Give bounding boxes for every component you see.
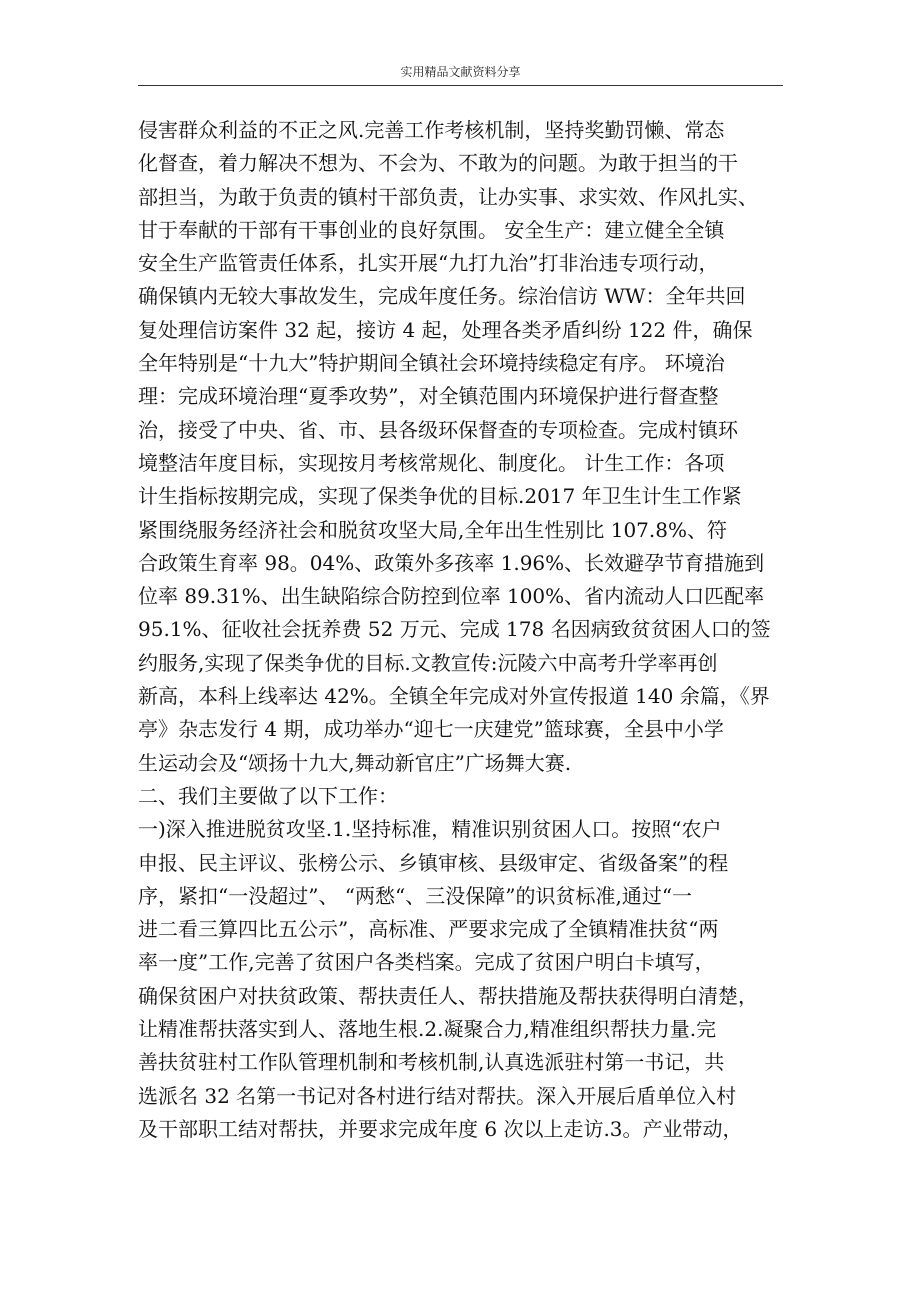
section-heading: 二、我们主要做了以下工作： [138,783,398,808]
text-line: 甘于奉献的干部有干事创业的良好氛围。 安全生产：建立健全全镇 [138,217,725,242]
text-line: 新高，本科上线率达 42%。全镇全年完成对外宣传报道 140 余篇，《界 [138,684,770,709]
text-line: 位率 89.31%、出生缺陷综合防控到位率 100%、省内流动人口匹配率 [138,584,765,609]
text-line: 序，紧扣“一没超过”、 “两愁“、三没保障”的识贫标准,通过“一 [138,883,693,908]
text-line: 部担当，为敢于负责的镇村干部负责，让办实事、求实效、作风扎实、 [138,184,758,209]
header-divider [138,85,783,86]
text-line: 率一度”工作,完善了贫困户各类档案。完成了贫困户明白卡填写， [138,950,715,975]
text-line: 计生指标按期完成，实现了保类争优的目标.2017 年卫生计生工作紧 [138,484,742,509]
text-line: 生运动会及“颂扬十九大,舞动新官庄”广场舞大赛. [138,750,572,775]
text-line: 理：完成环境治理“夏季攻势”，对全镇范围内环境保护进行督查整 [138,384,719,409]
page-header: 实用精品文献资料分享 [400,65,521,79]
text-line: 95.1%、征收社会抚养费 52 万元、完成 178 名因病致贫贫困人口的签 [138,617,771,642]
text-line: 化督查，着力解决不想为、不会为、不敢为的问题。为敢于担当的干 [138,151,738,176]
text-line: 境整洁年度目标，实现按月考核常规化、制度化。 计生工作：各项 [138,450,725,475]
text-line: 及干部职工结对帮扶，并要求完成年度 6 次以上走访.3。产业带动， [138,1116,743,1141]
text-line: 确保贫困户对扶贫政策、帮扶责任人、帮扶措施及帮扶获得明白清楚， [138,983,758,1008]
text-line: 合政策生育率 98。04%、政策外多孩率 1.96%、长效避孕节育措施到 [138,550,765,575]
text-line: 复处理信访案件 32 起，接访 4 起，处理各类矛盾纠纷 122 件，确保 [138,317,753,342]
text-line: 确保镇内无较大事故发生，完成年度任务。综治信访 WW：全年共回 [138,284,746,309]
text-line: 善扶贫驻村工作队管理机制和考核机制,认真选派驻村第一书记，共 [138,1050,725,1075]
text-line: 安全生产监管责任体系，扎实开展“九打九治”打非治违专项行动， [138,251,719,276]
text-line: 亭》杂志发行 4 期，成功举办“迎七一庆建党”篮球赛，全县中小学 [138,717,724,742]
body-text [138,114,798,1146]
text-line: 全年特别是“十九大”特护期间全镇社会环境持续稳定有序。 环境治 [138,351,725,376]
text-line: 一)深入推进脱贫攻坚.1.坚持标准，精准识别贫困人口。按照“农户 [138,817,722,842]
text-line: 约服务,实现了保类争优的目标.文教宣传:沅陵六中高考升学率再创 [138,650,718,675]
text-line: 选派名 32 名第一书记对各村进行结对帮扶。深入开展后盾单位入村 [138,1083,737,1108]
text-line: 让精准帮扶落实到人、落地生根.2.凝聚合力,精准组织帮扶力量.完 [138,1017,717,1042]
text-line: 进二看三算四比五公示”，高标准、严要求完成了全镇精准扶贫“两 [138,917,719,942]
text-line: 治，接受了中央、省、市、县各级环保督查的专项检查。完成村镇环 [138,417,738,442]
text-line: 侵害群众利益的不正之风.完善工作考核机制，坚持奖勤罚懒、常态 [138,118,725,142]
text-line: 申报、民主评议、张榜公示、乡镇审核、县级审定、省级备案”的程 [138,850,729,875]
text-line: 紧围绕服务经济社会和脱贫攻坚大局,全年出生性别比 107.8%、符 [138,517,727,542]
